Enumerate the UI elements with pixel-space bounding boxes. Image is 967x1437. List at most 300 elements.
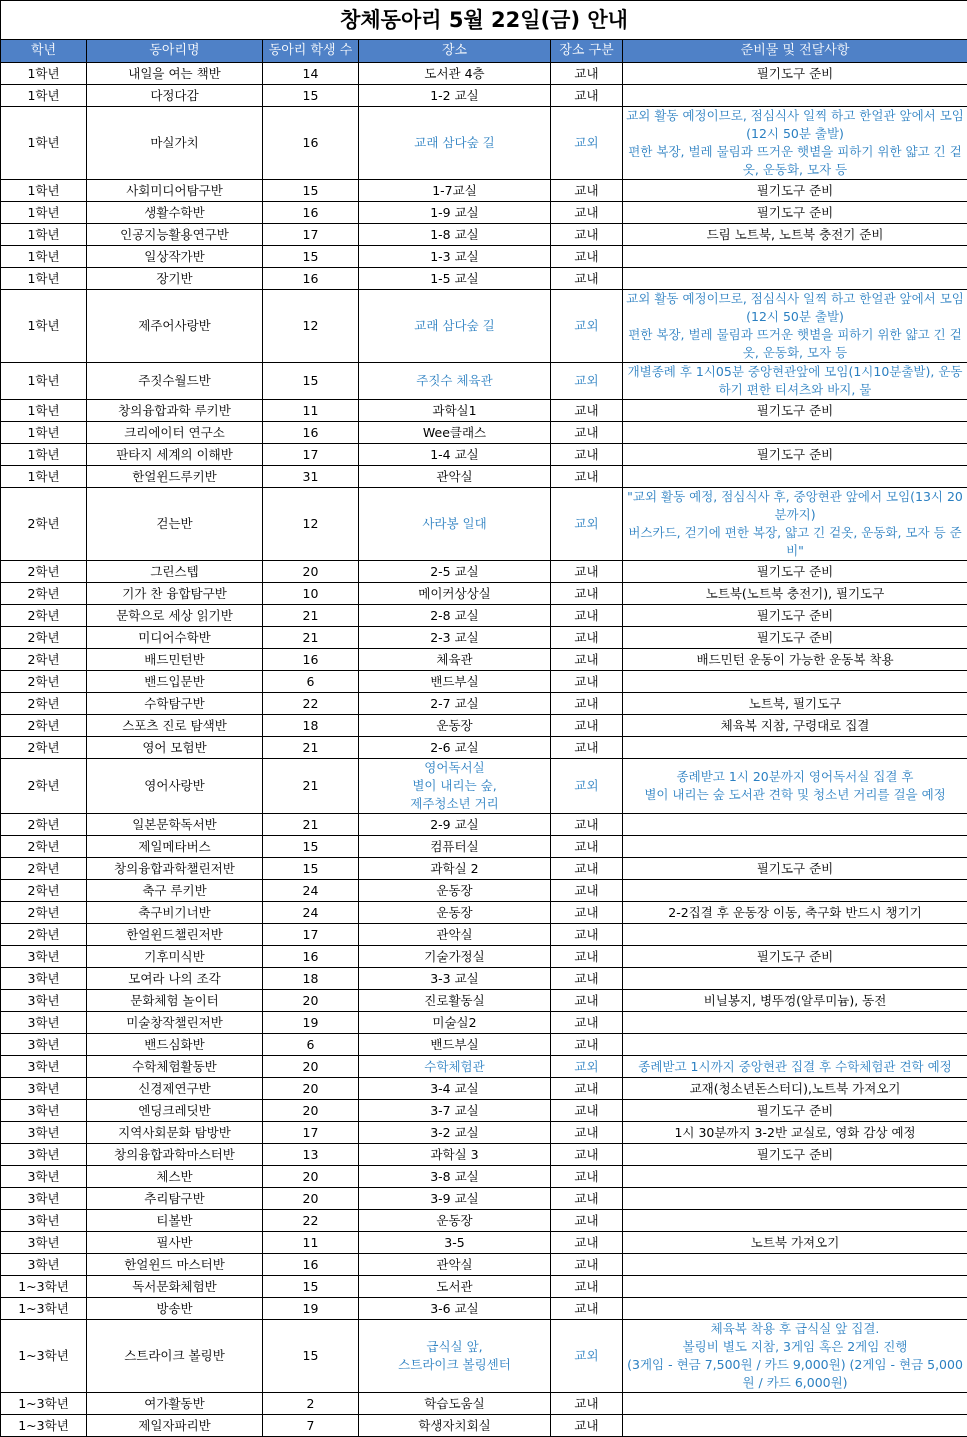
place-cell: 3-5 (359, 1232, 551, 1254)
student-count-cell: 24 (263, 880, 359, 902)
place-cell: 체육관 (359, 649, 551, 671)
table-row (1, 224, 967, 246)
table-row (1, 715, 967, 737)
notes-cell (623, 1166, 967, 1188)
student-count-cell: 21 (263, 627, 359, 649)
club-name-cell: 체스반 (87, 1166, 263, 1188)
notes-cell: 필기도구 준비 (623, 561, 967, 583)
place-cell: 3-6 교실 (359, 1298, 551, 1320)
table-row (1, 759, 967, 814)
student-count-cell: 11 (263, 1232, 359, 1254)
grade-cell: 2학년 (1, 902, 87, 924)
student-count-cell: 20 (263, 1100, 359, 1122)
notes-cell (623, 880, 967, 902)
grade-cell: 2학년 (1, 836, 87, 858)
club-name-cell: 미디어수학반 (87, 627, 263, 649)
student-count-cell: 16 (263, 268, 359, 290)
club-name-cell: 독서문화체험반 (87, 1276, 263, 1298)
grade-cell: 1학년 (1, 224, 87, 246)
student-count-cell: 12 (263, 488, 359, 561)
student-count-cell: 16 (263, 107, 359, 180)
place-cell: 운동장 (359, 880, 551, 902)
table-row (1, 1122, 967, 1144)
place-cell: 3-2 교실 (359, 1122, 551, 1144)
place-cell: 3-8 교실 (359, 1166, 551, 1188)
club-name-cell: 일본문학독서반 (87, 814, 263, 836)
club-name-cell: 판타지 세계의 이해반 (87, 444, 263, 466)
place-type-cell: 교내 (551, 246, 623, 268)
table-row (1, 400, 967, 422)
grade-cell: 2학년 (1, 627, 87, 649)
grade-cell: 3학년 (1, 1232, 87, 1254)
place-type-cell: 교외 (551, 1320, 623, 1393)
table-row (1, 107, 967, 180)
club-name-cell: 기가 찬 융합탐구반 (87, 583, 263, 605)
table-row (1, 1034, 967, 1056)
notes-cell (623, 85, 967, 107)
notes-cell: 체육복 지참, 구령대로 집결 (623, 715, 967, 737)
club-name-cell: 지역사회문화 탐방반 (87, 1122, 263, 1144)
student-count-cell: 16 (263, 202, 359, 224)
column-header-grade: 학년 (1, 40, 87, 63)
place-cell: 2-7 교실 (359, 693, 551, 715)
place-type-cell: 교내 (551, 561, 623, 583)
notes-cell: 교재(청소년돈스터디),노트북 가져오기 (623, 1078, 967, 1100)
club-name-cell: 엔딩크레딧반 (87, 1100, 263, 1122)
club-name-cell: 창의융합과학챌린저반 (87, 858, 263, 880)
notes-cell (623, 1210, 967, 1232)
notes-cell (623, 1034, 967, 1056)
grade-cell: 3학년 (1, 1122, 87, 1144)
table-row (1, 693, 967, 715)
place-type-cell: 교내 (551, 466, 623, 488)
notes-cell: 교외 활동 예정이므로, 점심식사 일찍 하고 한얼관 앞에서 모임(12시 50분 출발) 편한 복장, 벌레 물림과 뜨거운 햇볕을 피하기 위한 얇고 긴 겉옷, 운동화, 모자 등 (623, 290, 967, 363)
place-type-cell: 교내 (551, 400, 623, 422)
table-row (1, 1415, 967, 1437)
student-count-cell: 22 (263, 693, 359, 715)
grade-cell: 1학년 (1, 400, 87, 422)
place-type-cell: 교내 (551, 924, 623, 946)
place-cell: 1-3 교실 (359, 246, 551, 268)
place-type-cell: 교내 (551, 1415, 623, 1437)
place-cell: 2-9 교실 (359, 814, 551, 836)
notes-cell (623, 1188, 967, 1210)
place-type-cell: 교내 (551, 880, 623, 902)
table-row (1, 1056, 967, 1078)
grade-cell: 2학년 (1, 671, 87, 693)
table-row (1, 1188, 967, 1210)
place-type-cell: 교외 (551, 363, 623, 400)
table-row (1, 290, 967, 363)
club-name-cell: 주짓수월드반 (87, 363, 263, 400)
student-count-cell: 20 (263, 1188, 359, 1210)
place-type-cell: 교내 (551, 902, 623, 924)
notes-cell: 노트북, 필기도구 (623, 693, 967, 715)
column-header-count: 동아리 학생 수 (263, 40, 359, 63)
club-name-cell: 그린스텝 (87, 561, 263, 583)
club-name-cell: 걷는반 (87, 488, 263, 561)
grade-cell: 2학년 (1, 561, 87, 583)
table-row (1, 1320, 967, 1393)
place-type-cell: 교외 (551, 107, 623, 180)
place-cell: 1-2 교실 (359, 85, 551, 107)
place-cell: 과학실1 (359, 400, 551, 422)
notes-cell (623, 246, 967, 268)
club-name-cell: 티볼반 (87, 1210, 263, 1232)
place-type-cell: 교내 (551, 268, 623, 290)
notes-cell: 드림 노트북, 노트북 충전기 준비 (623, 224, 967, 246)
place-type-cell: 교내 (551, 737, 623, 759)
student-count-cell: 20 (263, 1078, 359, 1100)
table-row (1, 1254, 967, 1276)
notes-cell (623, 1254, 967, 1276)
student-count-cell: 10 (263, 583, 359, 605)
student-count-cell: 17 (263, 924, 359, 946)
place-cell: 기술가정실 (359, 946, 551, 968)
student-count-cell: 15 (263, 85, 359, 107)
place-type-cell: 교내 (551, 63, 623, 85)
place-cell: 1-5 교실 (359, 268, 551, 290)
notes-cell: 노트북(노트북 충전기), 필기도구 (623, 583, 967, 605)
table-row (1, 1232, 967, 1254)
club-name-cell: 인공지능활용연구반 (87, 224, 263, 246)
grade-cell: 2학년 (1, 488, 87, 561)
place-cell: 메이커상상실 (359, 583, 551, 605)
table-row (1, 85, 967, 107)
place-cell: 학생자치회실 (359, 1415, 551, 1437)
place-cell: 관악실 (359, 924, 551, 946)
place-cell: 밴드부실 (359, 1034, 551, 1056)
place-type-cell: 교내 (551, 605, 623, 627)
column-header-notes: 준비물 및 전달사항 (623, 40, 967, 63)
club-name-cell: 밴드입문반 (87, 671, 263, 693)
place-type-cell: 교외 (551, 1056, 623, 1078)
notes-cell: 필기도구 준비 (623, 946, 967, 968)
student-count-cell: 21 (263, 814, 359, 836)
place-type-cell: 교내 (551, 1254, 623, 1276)
place-type-cell: 교내 (551, 858, 623, 880)
place-cell: 급식실 앞, 스트라이크 볼링센터 (359, 1320, 551, 1393)
table-row (1, 1393, 967, 1415)
student-count-cell: 2 (263, 1393, 359, 1415)
notes-cell: 배드민턴 운동이 가능한 운동복 착용 (623, 649, 967, 671)
table-row (1, 488, 967, 561)
place-cell: 관악실 (359, 466, 551, 488)
club-name-cell: 창의융합과학마스터반 (87, 1144, 263, 1166)
table-row (1, 814, 967, 836)
place-type-cell: 교내 (551, 715, 623, 737)
notes-cell: 2-2집결 후 운동장 이동, 축구화 반드시 챙기기 (623, 902, 967, 924)
table-row (1, 968, 967, 990)
place-type-cell: 교내 (551, 990, 623, 1012)
notes-cell (623, 836, 967, 858)
grade-cell: 3학년 (1, 1210, 87, 1232)
student-count-cell: 11 (263, 400, 359, 422)
table-row (1, 1166, 967, 1188)
place-cell: 사라봉 일대 (359, 488, 551, 561)
club-name-cell: 일상작가반 (87, 246, 263, 268)
place-type-cell: 교내 (551, 180, 623, 202)
student-count-cell: 16 (263, 946, 359, 968)
place-type-cell: 교내 (551, 627, 623, 649)
club-name-cell: 방송반 (87, 1298, 263, 1320)
club-name-cell: 여가활동반 (87, 1393, 263, 1415)
notes-cell (623, 422, 967, 444)
place-cell: 1-4 교실 (359, 444, 551, 466)
place-cell: 2-8 교실 (359, 605, 551, 627)
column-header-place: 장소 (359, 40, 551, 63)
place-type-cell: 교내 (551, 814, 623, 836)
notes-cell (623, 1012, 967, 1034)
grade-cell: 1학년 (1, 290, 87, 363)
club-name-cell: 필사반 (87, 1232, 263, 1254)
grade-cell: 2학년 (1, 583, 87, 605)
notes-cell (623, 814, 967, 836)
grade-cell: 2학년 (1, 605, 87, 627)
club-name-cell: 기후미식반 (87, 946, 263, 968)
grade-cell: 2학년 (1, 715, 87, 737)
notes-cell: 필기도구 준비 (623, 444, 967, 466)
place-type-cell: 교내 (551, 1210, 623, 1232)
table-row (1, 466, 967, 488)
club-name-cell: 한얼윈드루키반 (87, 466, 263, 488)
grade-cell: 1학년 (1, 63, 87, 85)
student-count-cell: 19 (263, 1012, 359, 1034)
student-count-cell: 16 (263, 422, 359, 444)
table-row (1, 1298, 967, 1320)
club-name-cell: 한얼윈드 마스터반 (87, 1254, 263, 1276)
grade-cell: 1학년 (1, 180, 87, 202)
grade-cell: 1학년 (1, 363, 87, 400)
place-type-cell: 교내 (551, 583, 623, 605)
notes-cell: 노트북 가져오기 (623, 1232, 967, 1254)
place-type-cell: 교내 (551, 1078, 623, 1100)
column-header-club: 동아리명 (87, 40, 263, 63)
student-count-cell: 20 (263, 990, 359, 1012)
place-cell: 3-4 교실 (359, 1078, 551, 1100)
notes-cell: 1시 30분까지 3-2반 교실로, 영화 감상 예정 (623, 1122, 967, 1144)
place-cell: 밴드부실 (359, 671, 551, 693)
student-count-cell: 20 (263, 1056, 359, 1078)
notes-cell (623, 1415, 967, 1437)
club-name-cell: 배드민턴반 (87, 649, 263, 671)
place-type-cell: 교외 (551, 488, 623, 561)
notes-cell: 개별종례 후 1시05분 중앙현관앞에 모임(1시10분출발), 운동하기 편한 티셔츠와 바지, 물 (623, 363, 967, 400)
table-row (1, 946, 967, 968)
table-row (1, 836, 967, 858)
club-name-cell: 수학체험활동반 (87, 1056, 263, 1078)
table-row (1, 246, 967, 268)
grade-cell: 1학년 (1, 466, 87, 488)
notes-cell (623, 268, 967, 290)
column-header-place-type: 장소 구분 (551, 40, 623, 63)
student-count-cell: 14 (263, 63, 359, 85)
club-name-cell: 장기반 (87, 268, 263, 290)
club-name-cell: 사회미디어탐구반 (87, 180, 263, 202)
place-type-cell: 교내 (551, 422, 623, 444)
place-cell: 3-7 교실 (359, 1100, 551, 1122)
club-name-cell: 문학으로 세상 읽기반 (87, 605, 263, 627)
notes-cell: 필기도구 준비 (623, 605, 967, 627)
place-type-cell: 교내 (551, 1166, 623, 1188)
notes-cell (623, 1298, 967, 1320)
grade-cell: 3학년 (1, 968, 87, 990)
student-count-cell: 17 (263, 1122, 359, 1144)
student-count-cell: 17 (263, 444, 359, 466)
student-count-cell: 15 (263, 858, 359, 880)
place-cell: 도서관 (359, 1276, 551, 1298)
table-row (1, 990, 967, 1012)
student-count-cell: 15 (263, 363, 359, 400)
place-type-cell: 교내 (551, 1393, 623, 1415)
club-name-cell: 스트라이크 볼링반 (87, 1320, 263, 1393)
student-count-cell: 15 (263, 836, 359, 858)
club-name-cell: 내일을 여는 책반 (87, 63, 263, 85)
place-cell: 1-8 교실 (359, 224, 551, 246)
grade-cell: 2학년 (1, 858, 87, 880)
club-name-cell: 모여라 나의 조각 (87, 968, 263, 990)
student-count-cell: 24 (263, 902, 359, 924)
club-name-cell: 제일자파리반 (87, 1415, 263, 1437)
club-name-cell: 제주어사랑반 (87, 290, 263, 363)
table-row (1, 605, 967, 627)
grade-cell: 2학년 (1, 693, 87, 715)
place-cell: 영어독서실 별이 내리는 숲, 제주청소년 거리 (359, 759, 551, 814)
grade-cell: 1~3학년 (1, 1298, 87, 1320)
notes-cell: 종례받고 1시까지 중앙현관 집결 후 수학체험관 견학 예정 (623, 1056, 967, 1078)
place-type-cell: 교내 (551, 224, 623, 246)
place-type-cell: 교내 (551, 1232, 623, 1254)
student-count-cell: 12 (263, 290, 359, 363)
place-type-cell: 교내 (551, 1122, 623, 1144)
grade-cell: 3학년 (1, 1056, 87, 1078)
student-count-cell: 16 (263, 1254, 359, 1276)
grade-cell: 1~3학년 (1, 1320, 87, 1393)
place-cell: 관악실 (359, 1254, 551, 1276)
place-cell: 2-5 교실 (359, 561, 551, 583)
club-name-cell: 마실가치 (87, 107, 263, 180)
place-type-cell: 교내 (551, 1100, 623, 1122)
club-name-cell: 다정다감 (87, 85, 263, 107)
notes-cell: 교외 활동 예정이므로, 점심식사 일찍 하고 한얼관 앞에서 모임(12시 50분 출발) 편한 복장, 벌레 물림과 뜨거운 햇볕을 피하기 위한 얇고 긴 겉옷, 운동화, 모자 등 (623, 107, 967, 180)
grade-cell: 1~3학년 (1, 1415, 87, 1437)
place-cell: 교래 삼다숲 길 (359, 290, 551, 363)
club-name-cell: 축구비기너반 (87, 902, 263, 924)
place-cell: 컴퓨터실 (359, 836, 551, 858)
student-count-cell: 22 (263, 1210, 359, 1232)
notes-cell: 체육복 착용 후 급식실 앞 집결. 볼링비 별도 지참, 3게임 혹은 2게임 진행 (3게임 - 현금 7,500원 / 카드 9,000원) (2게임 - 현금 5,000원 / 카드 6,000원) (623, 1320, 967, 1393)
place-cell: 주짓수 체육관 (359, 363, 551, 400)
club-name-cell: 영어사랑반 (87, 759, 263, 814)
table-row (1, 1012, 967, 1034)
student-count-cell: 13 (263, 1144, 359, 1166)
place-cell: 수학체험관 (359, 1056, 551, 1078)
notes-cell (623, 737, 967, 759)
place-cell: 미술실2 (359, 1012, 551, 1034)
place-cell: 1-7교실 (359, 180, 551, 202)
table-row (1, 1210, 967, 1232)
notes-cell: 필기도구 준비 (623, 180, 967, 202)
place-type-cell: 교내 (551, 444, 623, 466)
club-name-cell: 창의융합과학 루키반 (87, 400, 263, 422)
club-name-cell: 수학탐구반 (87, 693, 263, 715)
club-name-cell: 미술창작챌린저반 (87, 1012, 263, 1034)
student-count-cell: 6 (263, 1034, 359, 1056)
grade-cell: 2학년 (1, 759, 87, 814)
place-cell: 운동장 (359, 1210, 551, 1232)
grade-cell: 1학년 (1, 85, 87, 107)
place-cell: 도서관 4층 (359, 63, 551, 85)
notes-cell: 종례받고 1시 20분까지 영어독서실 집결 후 별이 내리는 숲 도서관 견학 및 청소년 거리를 걸을 예정 (623, 759, 967, 814)
notes-cell (623, 1393, 967, 1415)
grade-cell: 1학년 (1, 444, 87, 466)
place-type-cell: 교내 (551, 85, 623, 107)
student-count-cell: 18 (263, 715, 359, 737)
place-type-cell: 교내 (551, 1034, 623, 1056)
table-row (1, 880, 967, 902)
grade-cell: 3학년 (1, 1012, 87, 1034)
notes-cell: 필기도구 준비 (623, 63, 967, 85)
table-row (1, 858, 967, 880)
club-name-cell: 크리에이터 연구소 (87, 422, 263, 444)
table-row (1, 180, 967, 202)
grade-cell: 1학년 (1, 202, 87, 224)
place-cell: 2-3 교실 (359, 627, 551, 649)
notes-cell (623, 924, 967, 946)
grade-cell: 1학년 (1, 268, 87, 290)
place-type-cell: 교내 (551, 693, 623, 715)
grade-cell: 3학년 (1, 1100, 87, 1122)
grade-cell: 3학년 (1, 1144, 87, 1166)
notes-cell: 필기도구 준비 (623, 858, 967, 880)
grade-cell: 3학년 (1, 1254, 87, 1276)
table-body (1, 63, 967, 1437)
grade-cell: 2학년 (1, 880, 87, 902)
notes-cell: 필기도구 준비 (623, 202, 967, 224)
grade-cell: 2학년 (1, 814, 87, 836)
student-count-cell: 21 (263, 737, 359, 759)
club-name-cell: 신경제연구반 (87, 1078, 263, 1100)
place-type-cell: 교내 (551, 649, 623, 671)
table-row (1, 737, 967, 759)
student-count-cell: 7 (263, 1415, 359, 1437)
table-row (1, 1276, 967, 1298)
place-type-cell: 교내 (551, 1298, 623, 1320)
table-row (1, 1078, 967, 1100)
grade-cell: 1학년 (1, 246, 87, 268)
sheet-title: 창체동아리 5월 22일(금) 안내 (1, 1, 967, 40)
table-row (1, 422, 967, 444)
club-name-cell: 제일메타버스 (87, 836, 263, 858)
grade-cell: 1학년 (1, 107, 87, 180)
place-type-cell: 교내 (551, 1012, 623, 1034)
grade-cell: 2학년 (1, 924, 87, 946)
place-type-cell: 교내 (551, 202, 623, 224)
table-row (1, 202, 967, 224)
notes-cell (623, 466, 967, 488)
student-count-cell: 15 (263, 246, 359, 268)
student-count-cell: 31 (263, 466, 359, 488)
student-count-cell: 18 (263, 968, 359, 990)
club-name-cell: 축구 루키반 (87, 880, 263, 902)
place-cell: 3-9 교실 (359, 1188, 551, 1210)
grade-cell: 1~3학년 (1, 1276, 87, 1298)
place-cell: 학습도움실 (359, 1393, 551, 1415)
student-count-cell: 21 (263, 605, 359, 627)
place-type-cell: 교내 (551, 836, 623, 858)
student-count-cell: 6 (263, 671, 359, 693)
notes-cell: 필기도구 준비 (623, 627, 967, 649)
